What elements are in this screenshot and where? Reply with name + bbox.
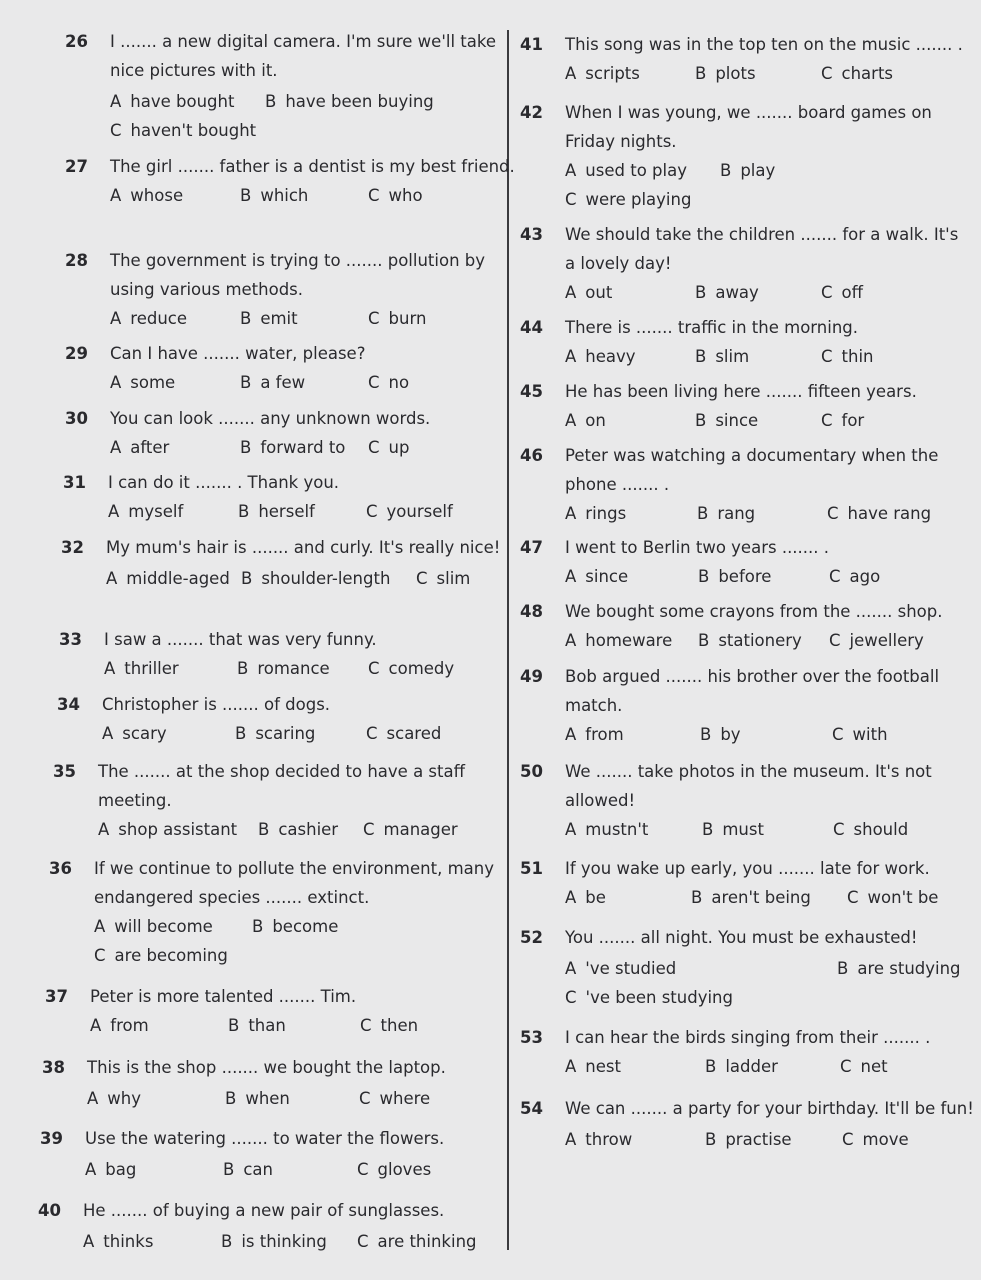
question-stem: I ....... a new digital camera. I'm sure we'll take nice pictures with it. (110, 32, 496, 80)
question-stem: My mum's hair is ....... and curly. It's really nice! (106, 538, 501, 557)
question-36 (49, 854, 509, 970)
option-b[interactable]: B become (252, 917, 339, 936)
option-c[interactable]: C are thinking (357, 1232, 477, 1251)
option-row (110, 116, 520, 145)
question-number: 33 (59, 630, 82, 649)
question-number: 53 (520, 1028, 543, 1047)
question-stem: When I was young, we ....... board games on Friday nights. (565, 103, 932, 151)
option-c[interactable]: C with (832, 725, 888, 744)
option-a[interactable]: A some (110, 373, 176, 392)
option-c[interactable]: C yourself (366, 502, 453, 521)
option-a[interactable]: A myself (108, 502, 184, 521)
option-row (104, 654, 514, 683)
question-number: 54 (520, 1099, 543, 1118)
question-number: 34 (57, 695, 80, 714)
question-stem: We ....... take photos in the museum. It's not allowed! (565, 762, 932, 810)
option-c[interactable]: C thin (821, 347, 874, 366)
question-number: 36 (49, 859, 72, 878)
option-a[interactable]: A from (565, 725, 624, 744)
question-stem: There is ....... traffic in the morning. (565, 318, 859, 337)
question-stem: Peter was watching a documentary when the phone ....... . (565, 446, 939, 494)
option-b[interactable]: B slim (695, 347, 750, 366)
option-b[interactable]: B romance (237, 659, 330, 678)
option-a[interactable]: A nest (565, 1057, 621, 1076)
question-stem: The ....... at the shop decided to have a staff meeting. (98, 762, 465, 810)
question-27 (65, 152, 520, 210)
option-b[interactable]: B plots (695, 64, 756, 83)
question-43 (520, 220, 970, 307)
option-a[interactable]: A homeware (565, 631, 673, 650)
option-b[interactable]: B a few (240, 373, 306, 392)
option-c[interactable]: C were playing (565, 190, 692, 209)
option-b[interactable]: B when (225, 1089, 290, 1108)
question-stem: If you wake up early, you ....... late for work. (565, 859, 930, 878)
option-c[interactable]: C net (840, 1057, 888, 1076)
option-row (110, 181, 520, 210)
option-c[interactable]: C then (360, 1016, 419, 1035)
option-c[interactable]: C 've been studying (565, 988, 733, 1007)
option-b[interactable]: B away (695, 283, 759, 302)
question-stem: Can I have ....... water, please? (110, 344, 366, 363)
option-row (565, 185, 970, 214)
option-c[interactable]: C slim (416, 569, 471, 588)
question-stem: I went to Berlin two years ....... . (565, 538, 830, 557)
question-stem: This is the shop ....... we bought the laptop. (87, 1058, 446, 1077)
option-a[interactable]: A will become (94, 917, 213, 936)
option-b[interactable]: B emit (240, 309, 298, 328)
question-number: 30 (65, 409, 88, 428)
option-c[interactable]: C jewellery (829, 631, 924, 650)
question-number: 31 (63, 473, 86, 492)
option-b[interactable]: B shoulder-length (241, 569, 391, 588)
question-40 (38, 1196, 493, 1256)
option-row (565, 562, 970, 591)
option-row (565, 1052, 970, 1081)
option-row (565, 883, 970, 912)
option-a[interactable]: A heavy (565, 347, 636, 366)
question-52 (520, 923, 978, 1012)
question-42 (520, 98, 970, 214)
option-a[interactable]: A why (87, 1089, 142, 1108)
question-number: 41 (520, 35, 543, 54)
option-c[interactable]: C have rang (827, 504, 932, 523)
option-c[interactable]: C who (368, 186, 423, 205)
option-a[interactable]: A reduce (110, 309, 188, 328)
question-stem: Use the watering ....... to water the flowers. (85, 1129, 445, 1148)
option-b[interactable]: B since (695, 411, 759, 430)
question-32 (61, 533, 516, 593)
option-a[interactable]: A have bought (110, 92, 235, 111)
option-b[interactable]: B than (228, 1016, 286, 1035)
option-row (565, 499, 970, 528)
option-b[interactable]: B ladder (705, 1057, 778, 1076)
option-b[interactable]: B practise (705, 1130, 792, 1149)
option-row (565, 156, 970, 185)
question-stem: The girl ....... father is a dentist is my best friend. (110, 157, 515, 176)
question-number: 26 (65, 32, 88, 51)
option-row (565, 815, 970, 844)
question-number: 42 (520, 103, 543, 122)
option-c[interactable]: C off (821, 283, 863, 302)
option-a[interactable]: A scripts (565, 64, 640, 83)
question-46 (520, 441, 970, 528)
question-stem: This song was in the top ten on the music ....... . (565, 35, 963, 54)
option-a[interactable]: A shop assistant (98, 820, 238, 839)
option-a[interactable]: A used to play (565, 161, 687, 180)
question-number: 35 (53, 762, 76, 781)
question-38 (42, 1053, 497, 1113)
question-stem: He has been living here ....... fifteen years. (565, 382, 917, 401)
option-c[interactable]: C gloves (357, 1160, 432, 1179)
question-number: 38 (42, 1058, 65, 1077)
option-c[interactable]: C ago (829, 567, 881, 586)
option-row (106, 564, 516, 593)
option-c[interactable]: C for (821, 411, 865, 430)
option-row (85, 1155, 495, 1184)
question-stem: I can do it ....... . Thank you. (108, 473, 340, 492)
option-b[interactable]: B stationery (698, 631, 802, 650)
question-number: 49 (520, 667, 543, 686)
option-row (110, 304, 520, 333)
question-number: 27 (65, 157, 88, 176)
option-a[interactable]: A mustn't (565, 820, 649, 839)
question-51 (520, 854, 970, 912)
option-a[interactable]: A scary (102, 724, 167, 743)
option-a[interactable]: A whose (110, 186, 184, 205)
option-b[interactable]: B can (223, 1160, 273, 1179)
option-c[interactable]: C haven't bought (110, 121, 257, 140)
option-b[interactable]: B must (702, 820, 764, 839)
option-b[interactable]: B is thinking (221, 1232, 327, 1251)
question-stem: You ....... all night. You must be exhausted! (565, 928, 918, 947)
option-row (87, 1084, 497, 1113)
question-48 (520, 597, 970, 655)
option-c[interactable]: C up (368, 438, 410, 457)
option-a[interactable]: A from (90, 1016, 149, 1035)
question-number: 43 (520, 225, 543, 244)
question-stem: I can hear the birds singing from their ....... . (565, 1028, 931, 1047)
option-row (565, 626, 970, 655)
question-stem: Peter is more talented ....... Tim. (90, 987, 357, 1006)
question-49 (520, 662, 970, 749)
option-a[interactable]: A out (565, 283, 613, 302)
option-row (565, 954, 978, 983)
question-47 (520, 533, 970, 591)
option-b[interactable]: B cashier (258, 820, 339, 839)
option-row (90, 1011, 500, 1040)
option-b[interactable]: B by (700, 725, 741, 744)
option-row (565, 1125, 978, 1154)
option-a[interactable]: A on (565, 411, 606, 430)
question-29 (65, 339, 520, 397)
option-b[interactable]: B play (720, 161, 776, 180)
option-a[interactable]: A since (565, 567, 629, 586)
option-row (94, 912, 509, 941)
question-28 (65, 246, 520, 333)
option-b[interactable]: B rang (697, 504, 756, 523)
option-c[interactable]: C move (842, 1130, 909, 1149)
option-b[interactable]: B forward to (240, 438, 346, 457)
question-45 (520, 377, 970, 435)
option-c[interactable]: C where (359, 1089, 431, 1108)
option-row (565, 59, 970, 88)
question-number: 52 (520, 928, 543, 947)
option-a[interactable]: A be (565, 888, 606, 907)
option-row (110, 87, 520, 116)
question-number: 51 (520, 859, 543, 878)
option-row (110, 368, 520, 397)
option-row (565, 983, 978, 1012)
question-number: 39 (40, 1129, 63, 1148)
question-number: 28 (65, 251, 88, 270)
question-26 (65, 27, 520, 145)
question-35 (53, 757, 508, 844)
question-number: 29 (65, 344, 88, 363)
option-b[interactable]: B aren't being (691, 888, 811, 907)
question-stem: We bought some crayons from the ....... shop. (565, 602, 943, 621)
option-b[interactable]: B which (240, 186, 309, 205)
question-stem: Bob argued ....... his brother over the football match. (565, 667, 940, 715)
question-number: 50 (520, 762, 543, 781)
option-b[interactable]: B herself (238, 502, 315, 521)
option-a[interactable]: A 've studied (565, 959, 677, 978)
question-stem: Christopher is ....... of dogs. (102, 695, 331, 714)
option-c[interactable]: C manager (363, 820, 458, 839)
question-stem: We can ....... a party for your birthday. It'll be fun! (565, 1099, 974, 1118)
question-stem: He ....... of buying a new pair of sunglasses. (83, 1201, 445, 1220)
option-row (108, 497, 518, 526)
option-c[interactable]: C no (368, 373, 410, 392)
option-a[interactable]: A throw (565, 1130, 633, 1149)
option-row (565, 342, 970, 371)
question-number: 45 (520, 382, 543, 401)
option-row (565, 720, 970, 749)
question-stem: We should take the children ....... for a walk. It's a lovely day! (565, 225, 959, 273)
option-row (102, 719, 512, 748)
question-number: 47 (520, 538, 543, 557)
option-a[interactable]: A thinks (83, 1232, 154, 1251)
option-c[interactable]: C won't be (847, 888, 939, 907)
question-53 (520, 1023, 970, 1081)
option-a[interactable]: A middle-aged (106, 569, 230, 588)
option-a[interactable]: A after (110, 438, 170, 457)
option-c[interactable]: C are becoming (94, 946, 228, 965)
question-number: 44 (520, 318, 543, 337)
option-c[interactable]: C burn (368, 309, 427, 328)
question-39 (40, 1124, 495, 1184)
question-number: 40 (38, 1201, 61, 1220)
option-b[interactable]: B are studying (837, 959, 961, 978)
option-a[interactable]: A rings (565, 504, 627, 523)
option-c[interactable]: C comedy (368, 659, 455, 678)
option-row (98, 815, 508, 844)
option-b[interactable]: B have been buying (265, 92, 434, 111)
question-number: 46 (520, 446, 543, 465)
question-34 (57, 690, 512, 748)
question-stem: The government is trying to ....... pollution by using various methods. (110, 251, 486, 299)
option-b[interactable]: B before (698, 567, 772, 586)
option-row (110, 433, 520, 462)
question-50 (520, 757, 970, 844)
question-number: 48 (520, 602, 543, 621)
question-33 (59, 625, 514, 683)
option-a[interactable]: A bag (85, 1160, 137, 1179)
option-b[interactable]: B scaring (235, 724, 316, 743)
question-54 (520, 1094, 978, 1154)
question-stem: I saw a ....... that was very funny. (104, 630, 377, 649)
option-c[interactable]: C should (833, 820, 909, 839)
question-30 (65, 404, 520, 462)
question-31 (63, 468, 518, 526)
option-row (94, 941, 509, 970)
option-row (565, 278, 970, 307)
question-number: 37 (45, 987, 68, 1006)
option-c[interactable]: C charts (821, 64, 894, 83)
option-c[interactable]: C scared (366, 724, 442, 743)
question-37 (45, 982, 500, 1040)
question-41 (520, 30, 970, 88)
option-row (83, 1227, 493, 1256)
question-stem: If we continue to pollute the environment, many endangered species ....... extinct. (94, 859, 494, 907)
question-stem: You can look ....... any unknown words. (110, 409, 431, 428)
option-a[interactable]: A thriller (104, 659, 179, 678)
option-row (565, 406, 970, 435)
question-number: 32 (61, 538, 84, 557)
question-44 (520, 313, 970, 371)
